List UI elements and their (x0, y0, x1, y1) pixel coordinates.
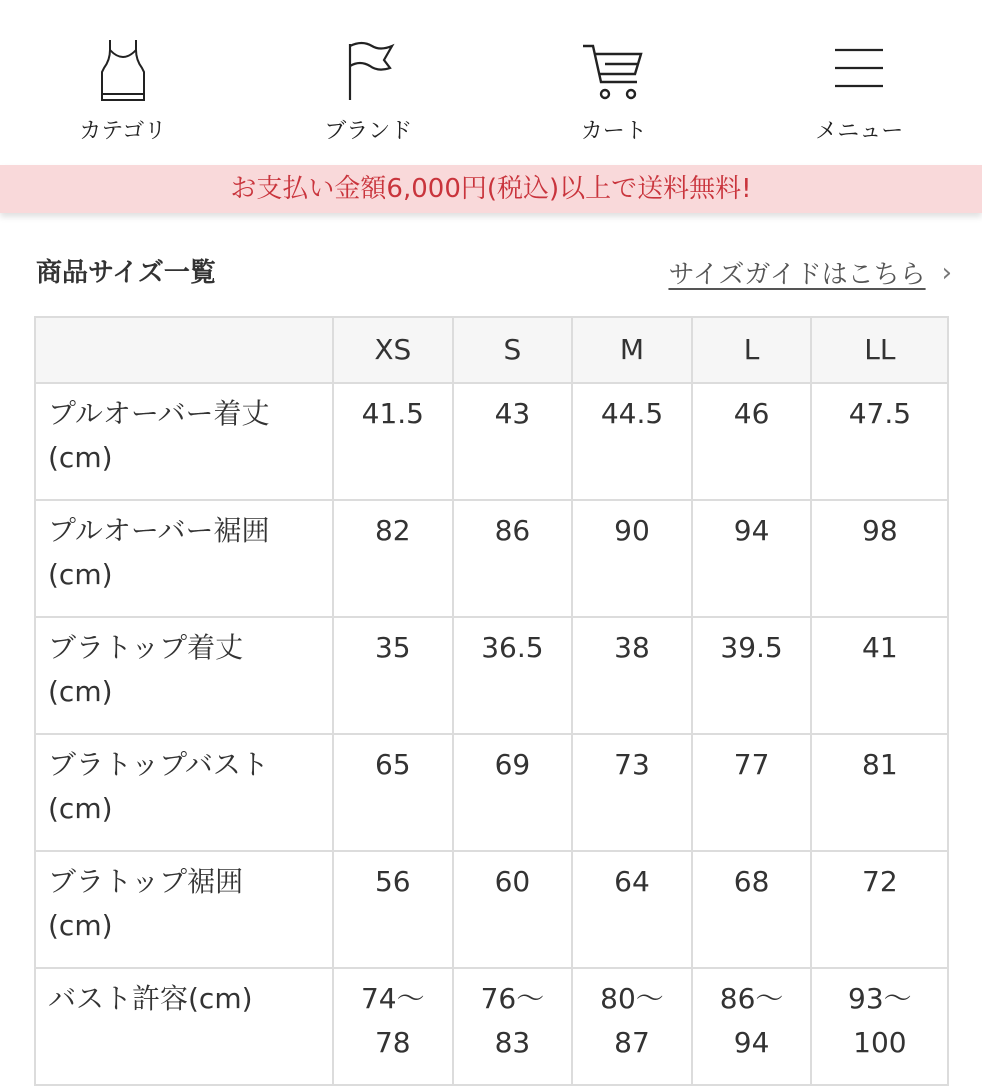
size-value-cell: 86 (453, 500, 573, 617)
size-value-cell: 81 (811, 734, 948, 851)
row-label: プルオーバー着丈 (cm) (35, 383, 333, 500)
size-value-cell: 82 (333, 500, 453, 617)
tank-top-icon (88, 38, 158, 108)
size-value-cell: 98 (811, 500, 948, 617)
size-header-cell: S (453, 317, 573, 383)
size-value-cell: 90 (572, 500, 692, 617)
size-value-cell: 60 (453, 851, 573, 968)
row-label: ブラトップ着丈 (cm) (35, 617, 333, 734)
row-label: ブラトップ裾囲 (cm) (35, 851, 333, 968)
size-value-cell: 35 (333, 617, 453, 734)
free-shipping-banner: お支払い金額6,000円(税込)以上で送料無料! (0, 165, 982, 213)
size-value-cell: 43 (453, 383, 573, 500)
menu-icon (824, 38, 894, 108)
size-value-cell: 64 (572, 851, 692, 968)
size-value-cell: 41 (811, 617, 948, 734)
size-guide-link[interactable] (668, 254, 952, 291)
table-row (35, 968, 948, 1085)
size-value-cell: 77 (692, 734, 812, 851)
table-row (35, 617, 948, 734)
size-value-cell: 41.5 (333, 383, 453, 500)
size-value-cell: 44.5 (572, 383, 692, 500)
size-value-cell: 68 (692, 851, 812, 968)
table-row (35, 851, 948, 968)
table-row (35, 383, 948, 500)
size-value-cell: 93〜 100 (811, 968, 948, 1085)
size-header-cell: XS (333, 317, 453, 383)
size-value-cell: 36.5 (453, 617, 573, 734)
table-row (35, 500, 948, 617)
size-value-cell: 56 (333, 851, 453, 968)
size-value-cell: 46 (692, 383, 812, 500)
chevron-right-icon: › (942, 258, 952, 288)
size-value-cell: 65 (333, 734, 453, 851)
size-value-cell: 94 (692, 500, 812, 617)
nav-brand[interactable] (246, 0, 492, 165)
size-value-cell: 38 (572, 617, 692, 734)
nav-menu-label: メニュー (737, 114, 982, 145)
nav-category-label: カテゴリ (0, 114, 246, 145)
nav-cart[interactable] (491, 0, 737, 165)
size-header-cell: LL (811, 317, 948, 383)
size-value-cell: 74〜 78 (333, 968, 453, 1085)
size-guide-link-label: サイズガイドはこちら (668, 254, 925, 291)
size-header-cell: L (692, 317, 812, 383)
nav-category[interactable] (0, 0, 246, 165)
size-value-cell: 69 (453, 734, 573, 851)
size-header-cell: M (572, 317, 692, 383)
size-value-cell: 86〜 94 (692, 968, 812, 1085)
section-title: 商品サイズ一覧 (36, 252, 216, 289)
size-value-cell: 73 (572, 734, 692, 851)
nav-brand-label: ブランド (246, 114, 492, 145)
row-label: プルオーバー裾囲 (cm) (35, 500, 333, 617)
size-value-cell: 80〜 87 (572, 968, 692, 1085)
size-header-row (35, 317, 948, 383)
row-label: バスト許容(cm) (35, 968, 333, 1085)
nav-menu[interactable] (737, 0, 982, 165)
cart-icon (579, 38, 649, 108)
top-navigation (0, 0, 982, 165)
header-empty-cell (35, 317, 333, 383)
size-value-cell: 47.5 (811, 383, 948, 500)
size-value-cell: 72 (811, 851, 948, 968)
nav-cart-label: カート (491, 114, 737, 145)
size-table (34, 316, 949, 1086)
size-value-cell: 39.5 (692, 617, 812, 734)
table-row (35, 734, 948, 851)
size-value-cell: 76〜 83 (453, 968, 573, 1085)
row-label: ブラトップバスト (cm) (35, 734, 333, 851)
flag-icon (333, 38, 403, 108)
